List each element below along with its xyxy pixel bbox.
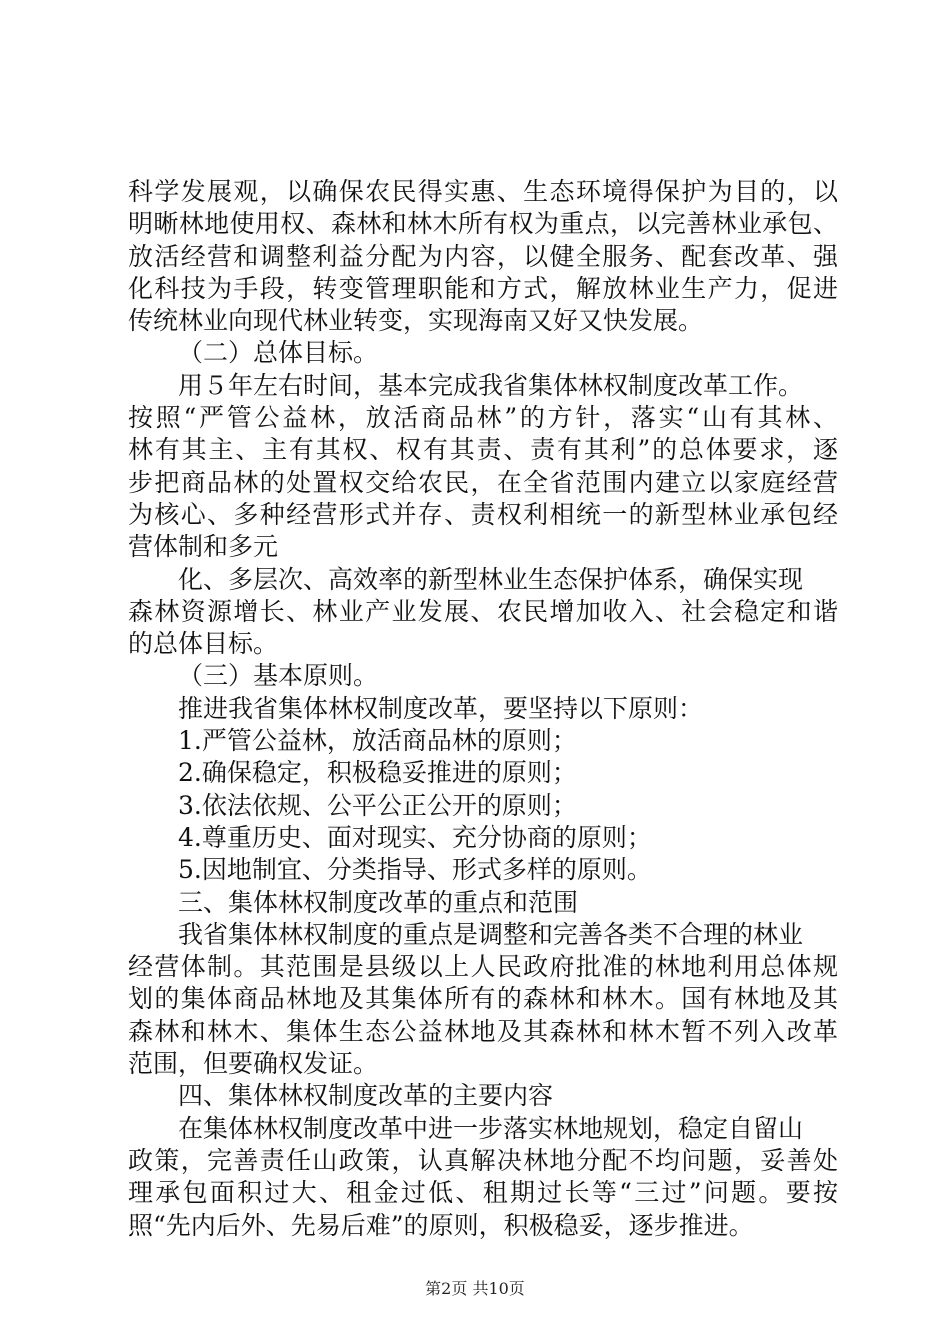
text-line: 我省集体林权制度的重点是调整和完善各类不合理的林业 [178, 919, 804, 949]
text-line: 用５年左右时间，基本完成我省集体林权制度改革工作。 [178, 370, 804, 400]
text-line: 理承包面积过大、租金过低、租期过长等“三过”问题。要按 [128, 1178, 838, 1208]
section-heading: （三）基本原则。 [178, 661, 379, 691]
list-item: 2.确保稳定，积极稳妥推进的原则； [178, 758, 577, 788]
text-line: 经营体制。其范围是县级以上人民政府批准的林地利用总体规 [128, 952, 838, 982]
text-line: 传统林业向现代林业转变，实现海南又好又快发展。 [128, 306, 704, 336]
text-line: 化、多层次、高效率的新型林业生态保护体系，确保实现 [178, 564, 804, 594]
text-line: 为核心、多种经营形式并存、责权利相统一的新型林业承包经 [128, 499, 838, 529]
text-line: 化科技为手段，转变管理职能和方式，解放林业生产力，促进 [128, 273, 838, 303]
text-line: 放活经营和调整利益分配为内容，以健全服务、配套改革、强 [128, 241, 838, 271]
text-line: 森林资源增长、林业产业发展、农民增加收入、社会稳定和谐 [128, 596, 838, 626]
section-heading: 三、集体林权制度改革的重点和范围 [178, 887, 579, 917]
list-item: 3.依法依规、公平公正公开的原则； [178, 790, 577, 820]
text-line: 按照“严管公益林，放活商品林”的方针，落实“山有其林、 [128, 403, 838, 433]
section-heading: 四、集体林权制度改革的主要内容 [178, 1081, 554, 1111]
text-line: 划的集体商品林地及其集体所有的森林和林木。国有林地及其 [128, 984, 838, 1014]
text-line: 照“先内后外、先易后难”的原则，积极稳妥，逐步推进。 [128, 1210, 754, 1240]
page-number: 第2页 共10页 [425, 1279, 525, 1298]
text-line: 森林和林木、集体生态公益林地及其森林和林木暂不列入改革 [128, 1016, 838, 1046]
text-line: 林有其主、主有其权、权有其责、责有其利”的总体要求，逐 [128, 435, 838, 465]
list-item: 4.尊重历史、面对现实、充分协商的原则； [178, 822, 652, 852]
text-line: 范围，但要确权发证。 [128, 1049, 379, 1079]
text-line: 步把商品林的处置权交给农民，在全省范围内建立以家庭经营 [128, 467, 838, 497]
list-item: 5.因地制宜、分类指导、形式多样的原则。 [178, 855, 652, 885]
text-line: 在集体林权制度改革中进一步落实林地规划，稳定自留山 [178, 1113, 804, 1143]
text-line: 的总体目标。 [128, 629, 279, 659]
text-line: 推进我省集体林权制度改革，要坚持以下原则： [178, 693, 704, 723]
text-line: 政策，完善责任山政策，认真解决林地分配不均问题，妥善处 [128, 1145, 838, 1175]
list-item: 1.严管公益林，放活商品林的原则； [178, 726, 577, 756]
section-heading: （二）总体目标。 [178, 338, 379, 368]
text-line: 营体制和多元 [128, 532, 279, 562]
text-line: 科学发展观，以确保农民得实惠、生态环境得保护为目的，以 [128, 177, 838, 206]
document-body [128, 176, 838, 1242]
text-line: 明晰林地使用权、森林和林木所有权为重点，以完善林业承包、 [128, 209, 838, 239]
